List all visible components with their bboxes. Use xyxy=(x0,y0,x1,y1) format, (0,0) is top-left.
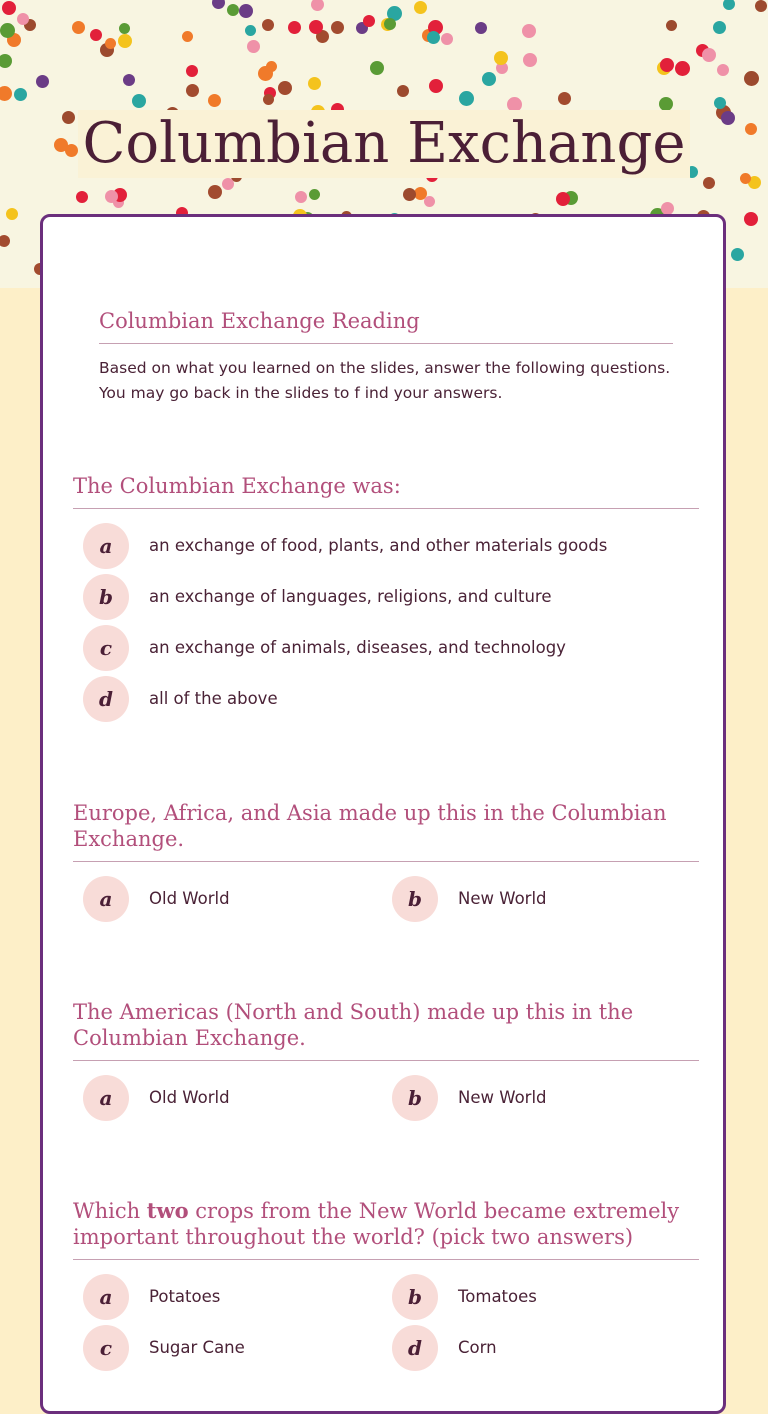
confetti-dot xyxy=(731,248,744,261)
question-2-options xyxy=(73,876,699,922)
confetti-dot xyxy=(363,15,375,27)
option-letter-badge: b xyxy=(392,1274,438,1320)
question-1 xyxy=(73,473,699,723)
confetti-dot xyxy=(186,65,198,77)
question-3-text: The Americas (North and South) made up this in the Columbian Exchange. xyxy=(73,999,699,1061)
confetti-dot xyxy=(262,19,274,31)
confetti-dot xyxy=(17,13,29,25)
question-4 xyxy=(73,1198,699,1372)
option-1c[interactable] xyxy=(73,625,693,671)
confetti-dot xyxy=(429,79,443,93)
option-2a[interactable] xyxy=(73,876,373,922)
confetti-dot xyxy=(309,20,323,34)
option-text: New World xyxy=(458,1088,547,1107)
confetti-dot xyxy=(744,71,759,86)
question-4-text xyxy=(73,1198,699,1260)
confetti-dot xyxy=(755,0,767,12)
confetti-dot xyxy=(245,25,256,36)
question-4-text-end: crops from the New World became extremely important throughout the world? (pick two answers) xyxy=(73,1199,680,1249)
option-letter-badge: a xyxy=(83,1075,129,1121)
confetti-dot xyxy=(105,38,116,49)
option-text: all of the above xyxy=(149,689,278,708)
option-letter-badge: d xyxy=(83,676,129,722)
confetti-dot xyxy=(258,66,273,81)
intro-heading: Columbian Exchange Reading xyxy=(99,307,673,344)
option-4d[interactable] xyxy=(382,1325,682,1371)
option-text: Sugar Cane xyxy=(149,1338,245,1357)
confetti-dot xyxy=(118,34,132,48)
confetti-dot xyxy=(76,191,88,203)
option-4b[interactable] xyxy=(382,1274,682,1320)
confetti-dot xyxy=(424,196,435,207)
confetti-dot xyxy=(675,61,690,76)
option-text: an exchange of food, plants, and other materials goods xyxy=(149,536,608,555)
question-3 xyxy=(73,999,699,1121)
option-letter-badge: d xyxy=(392,1325,438,1371)
confetti-dot xyxy=(702,48,716,62)
confetti-dot xyxy=(119,23,130,34)
confetti-dot xyxy=(295,191,307,203)
confetti-dot xyxy=(494,51,508,65)
confetti-dot xyxy=(0,235,10,247)
confetti-dot xyxy=(370,61,384,75)
option-letter-badge: a xyxy=(83,523,129,569)
option-1d[interactable] xyxy=(73,676,693,722)
confetti-dot xyxy=(0,23,15,38)
confetti-dot xyxy=(2,1,16,15)
question-1-options xyxy=(73,523,699,723)
question-4-options xyxy=(73,1274,699,1372)
confetti-dot xyxy=(558,92,571,105)
confetti-dot xyxy=(288,21,301,34)
confetti-dot xyxy=(0,86,12,101)
option-2b[interactable] xyxy=(382,876,682,922)
confetti-dot xyxy=(331,21,344,34)
confetti-dot xyxy=(556,192,570,206)
option-text: Old World xyxy=(149,1088,230,1107)
confetti-dot xyxy=(666,20,677,31)
option-text: Corn xyxy=(458,1338,497,1357)
option-1a[interactable] xyxy=(73,523,693,569)
confetti-dot xyxy=(263,94,274,105)
question-2-text: Europe, Africa, and Asia made up this in the Columbian Exchange. xyxy=(73,800,699,862)
confetti-dot xyxy=(0,54,12,68)
option-letter-badge: b xyxy=(392,876,438,922)
question-4-emphasis: two xyxy=(146,1198,189,1223)
option-text: Potatoes xyxy=(149,1287,221,1306)
confetti-dot xyxy=(309,189,320,200)
option-3b[interactable] xyxy=(382,1075,682,1121)
confetti-dot xyxy=(247,40,260,53)
confetti-dot xyxy=(6,208,18,220)
option-3a[interactable] xyxy=(73,1075,373,1121)
confetti-dot xyxy=(278,81,292,95)
confetti-dot xyxy=(414,1,427,14)
intro-text: Based on what you learned on the slides, answer the following questions. You may go back in the slides to f ind your answers. xyxy=(99,359,671,402)
confetti-dot xyxy=(522,24,536,38)
confetti-dot xyxy=(397,85,409,97)
option-text: Old World xyxy=(149,889,230,908)
question-2 xyxy=(73,800,699,922)
question-1-text: The Columbian Exchange was: xyxy=(73,473,699,509)
option-letter-badge: a xyxy=(83,1274,129,1320)
confetti-dot xyxy=(105,190,118,203)
confetti-dot xyxy=(14,88,27,101)
confetti-dot xyxy=(427,31,440,44)
option-letter-badge: c xyxy=(83,625,129,671)
option-text: an exchange of animals, diseases, and technology xyxy=(149,638,566,657)
confetti-dot xyxy=(36,75,49,88)
option-letter-badge: c xyxy=(83,1325,129,1371)
question-3-options xyxy=(73,1075,699,1121)
confetti-dot xyxy=(660,58,674,72)
question-4-text-start: Which xyxy=(73,1199,147,1223)
confetti-dot xyxy=(123,74,135,86)
confetti-dot xyxy=(475,22,487,34)
confetti-dot xyxy=(403,188,416,201)
option-1b[interactable] xyxy=(73,574,693,620)
confetti-dot xyxy=(212,0,225,9)
confetti-dot xyxy=(90,29,102,41)
confetti-dot xyxy=(713,21,726,34)
confetti-dot xyxy=(723,0,735,10)
confetti-dot xyxy=(186,84,199,97)
intro-section xyxy=(99,307,673,406)
worksheet-card xyxy=(40,214,726,1414)
confetti-dot xyxy=(523,53,537,67)
confetti-dot xyxy=(208,185,222,199)
option-letter-badge: a xyxy=(83,876,129,922)
confetti-dot xyxy=(744,212,758,226)
option-letter-badge: b xyxy=(83,574,129,620)
option-text: New World xyxy=(458,889,547,908)
option-4c[interactable] xyxy=(73,1325,373,1371)
confetti-dot xyxy=(227,4,239,16)
confetti-dot xyxy=(459,91,474,106)
confetti-dot xyxy=(482,72,496,86)
page-title: Columbian Exchange xyxy=(82,111,686,176)
option-text: Tomatoes xyxy=(458,1287,537,1306)
confetti-dot xyxy=(239,4,253,18)
option-letter-badge: b xyxy=(392,1075,438,1121)
confetti-dot xyxy=(717,64,729,76)
confetti-dot xyxy=(72,21,85,34)
option-4a[interactable] xyxy=(73,1274,373,1320)
confetti-dot xyxy=(182,31,193,42)
option-text: an exchange of languages, religions, and culture xyxy=(149,587,552,606)
confetti-dot xyxy=(308,77,321,90)
confetti-dot xyxy=(311,0,324,11)
confetti-dot xyxy=(441,33,453,45)
confetti-dot xyxy=(384,18,396,30)
